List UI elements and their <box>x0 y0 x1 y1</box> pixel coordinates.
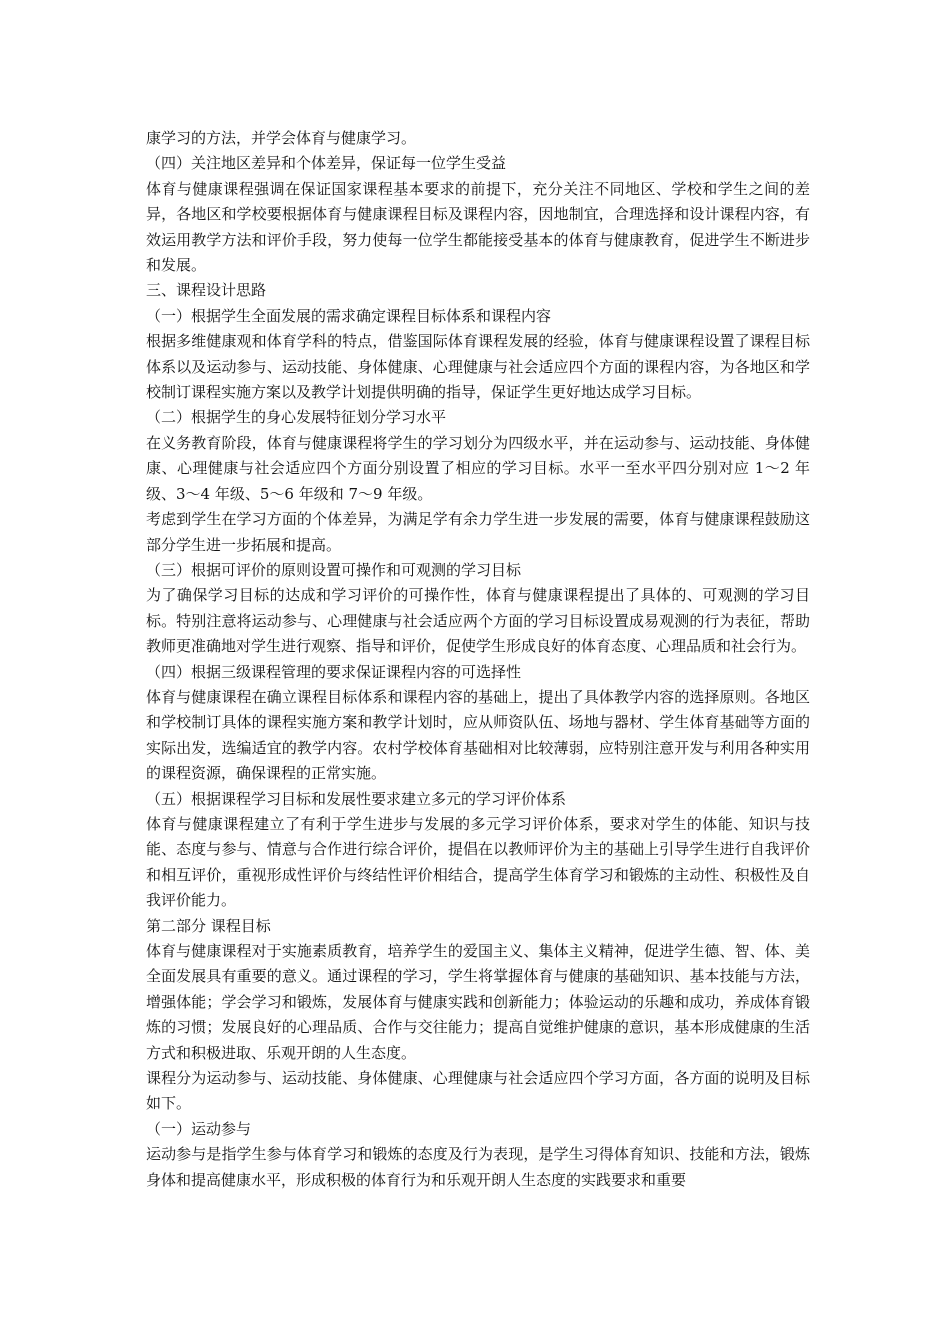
paragraph: 体育与健康课程强调在保证国家课程基本要求的前提下，充分关注不同地区、学校和学生之间的差异，各地区和学校要根据体育与健康课程目标及课程内容，因地制宜，合理选择和设计课程内容，有效运用教学方法和评价手段，努力使每一位学生都能接受基本的体育与健康教育，促进学生不断进步和发展。 <box>146 179 810 275</box>
section-heading-regional-differences: （四）关注地区差异和个体差异，保证每一位学生受益 <box>146 154 507 173</box>
paragraph: 体育与健康课程建立了有利于学生进步与发展的多元学习评价体系，要求对学生的体能、知识与技能、态度与参与、情意与合作进行综合评价，提倡在以教师评价为主的基础上引导学生进行自我评价和相互评价，重视形成性评价与终结性评价相结合，提高学生体育学习和锻炼的主动性、积极性及自我评价能力。 <box>146 814 810 910</box>
paragraph: 运动参与是指学生参与体育学习和锻炼的态度及行为表现，是学生习得体育知识、技能和方法，锻炼身体和提高健康水平，形成积极的体育行为和乐观开朗人生态度的实践要求和重要 <box>146 1145 810 1189</box>
section-heading-course-design: 三、课程设计思路 <box>146 281 267 300</box>
subsection-heading-3: （三）根据可评价的原则设置可操作和可观测的学习目标 <box>146 560 522 579</box>
subsection-heading-5: （五）根据课程学习目标和发展性要求建立多元的学习评价体系 <box>146 789 567 808</box>
paragraph: 为了确保学习目标的达成和学习评价的可操作性，体育与健康课程提出了具体的、可观测的学习目标。特别注意将运动参与、心理健康与社会适应两个方面的学习目标设置成易观测的行为表征，帮助教师更准确地对学生进行观察、指导和评价，促使学生形成良好的体育态度、心理品质和社会行为。 <box>146 586 810 656</box>
document-body <box>146 126 810 1193</box>
paragraph: 在义务教育阶段，体育与健康课程将学生的学习划分为四级水平，并在运动参与、运动技能、身体健康、心理健康与社会适应四个方面分别设置了相应的学习目标。水平一至水平四分别对应 1～2 年级、3～4 年级、5～6 年级和 7～9 年级。 <box>146 433 810 503</box>
paragraph: 体育与健康课程在确立课程目标体系和课程内容的基础上，提出了具体教学内容的选择原则。各地区和学校制订具体的课程实施方案和教学计划时，应从师资队伍、场地与器材、学生体育基础等方面的实际出发，选编适宜的教学内容。农村学校体育基础相对比较薄弱，应特别注意开发与利用各种实用的课程资源，确保课程的正常实施。 <box>146 687 810 783</box>
subsection-heading-sports-participation: （一）运动参与 <box>146 1119 252 1138</box>
paragraph: 根据多维健康观和体育学科的特点，借鉴国际体育课程发展的经验，体育与健康课程设置了课程目标体系以及运动参与、运动技能、身体健康、心理健康与社会适应四个方面的课程内容，为各地区和学校制订课程实施方案以及教学计划提供明确的指导，保证学生更好地达成学习目标。 <box>146 332 810 402</box>
paragraph: 考虑到学生在学习方面的个体差异，为满足学有余力学生进一步发展的需要，体育与健康课程鼓励这部分学生进一步拓展和提高。 <box>146 510 810 554</box>
part-heading-course-goals: 第二部分 课程目标 <box>146 916 271 935</box>
subsection-heading-4: （四）根据三级课程管理的要求保证课程内容的可选择性 <box>146 662 522 681</box>
subsection-heading-1: （一）根据学生全面发展的需求确定课程目标体系和课程内容 <box>146 306 552 325</box>
paragraph: 体育与健康课程对于实施素质教育，培养学生的爱国主义、集体主义精神，促进学生德、智、体、美全面发展具有重要的意义。通过课程的学习，学生将掌握体育与健康的基础知识、基本技能与方法，增强体能；学会学习和锻炼，发展体育与健康实践和创新能力；体验运动的乐趣和成功，养成体育锻炼的习惯；发展良好的心理品质、合作与交往能力；提高自觉维护健康的意识，基本形成健康的生活方式和积极进取、乐观开朗的人生态度。 <box>146 942 810 1062</box>
paragraph: 课程分为运动参与、运动技能、身体健康、心理健康与社会适应四个学习方面，各方面的说明及目标如下。 <box>146 1069 810 1113</box>
subsection-heading-2: （二）根据学生的身心发展特征划分学习水平 <box>146 408 447 427</box>
paragraph-continuation: 康学习的方法，并学会体育与健康学习。 <box>146 129 417 147</box>
